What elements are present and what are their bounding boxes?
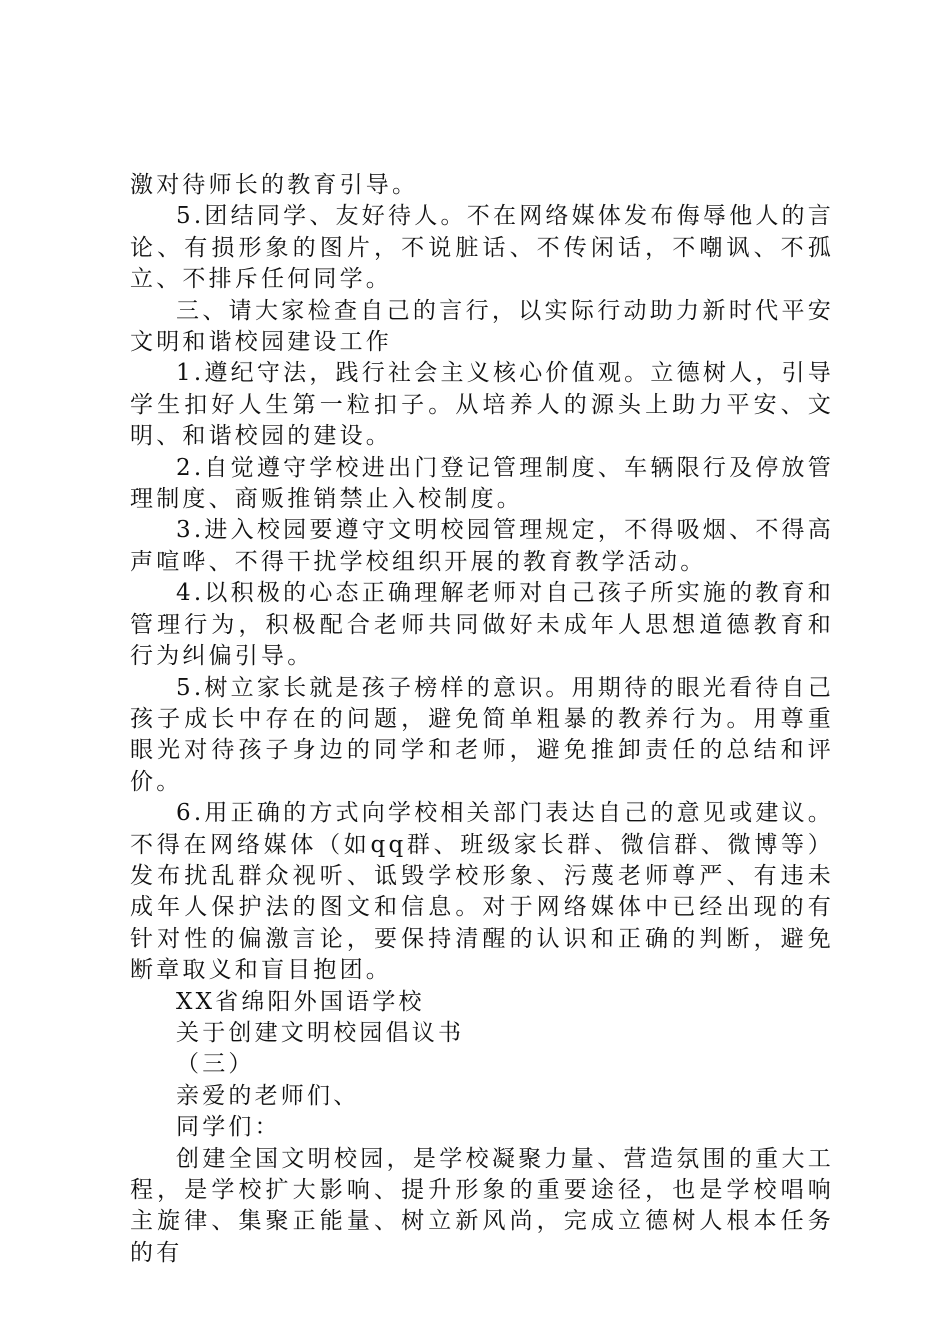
paragraph-parent-item-2: 2.自觉遵守学校进出门登记管理制度、车辆限行及停放管理制度、商贩推销禁止入校制度。 <box>130 454 834 513</box>
paragraph-intro: 创建全国文明校园，是学校凝聚力量、营造氛围的重大工程，是学校扩大影响、提升形象的重要途径，也是学校唱响主旋律、集聚正能量、树立新风尚，完成立德树人根本任务的有 <box>130 1145 834 1266</box>
proposal-title: 关于创建文明校园倡议书 <box>176 1019 465 1046</box>
paragraph-parent-item-5: 5.树立家长就是孩子榜样的意识。用期待的眼光看待自己孩子成长中存在的问题，避免简单粗暴的教养行为。用尊重眼光对待孩子身边的同学和老师，避免推卸责任的总结和评价。 <box>130 674 834 795</box>
school-name: XX省绵阳外国语学校 <box>176 988 425 1015</box>
paragraph-continuation: 激对待师长的教育引导。 <box>130 172 419 198</box>
salutation-students: 同学们： <box>176 1114 281 1141</box>
proposal-number: （三） <box>176 1051 255 1078</box>
paragraph-parent-item-3: 3.进入校园要遵守文明校园管理规定，不得吸烟、不得高声喧哗、不得干扰学校组织开展的教育教学活动。 <box>130 517 834 575</box>
paragraph-parent-item-6: 6.用正确的方式向学校相关部门表达自己的意见或建议。不得在网络媒体（如qq群、班级家长群、微信群、微博等）发布扰乱群众视听、诋毁学校形象、污蔑老师尊严、有违未成年人保护法的图文和信息。对于网络媒体中已经出现的有针对性的偏激言论，要保持清醒的认识和正确的判断，避免断章取义和盲目抱团。 <box>130 800 834 984</box>
paragraph-parent-item-1: 1.遵纪守法，践行社会主义核心价值观。立德树人，引导学生扣好人生第一粒扣子。从培养人的源头上助力平安、文明、和谐校园的建设。 <box>130 360 834 450</box>
paragraph-student-item-5: 5.团结同学、友好待人。不在网络媒体发布侮辱他人的言论、有损形象的图片，不说脏话、不传闲话，不嘲讽、不孤立、不排斥任何同学。 <box>130 203 834 293</box>
document-body <box>130 170 834 1269</box>
section-heading-3: 三、请大家检查自己的言行，以实际行动助力新时代平安文明和谐校园建设工作 <box>130 297 834 356</box>
paragraph-parent-item-4: 4.以积极的心态正确理解老师对自己孩子所实施的教育和管理行为，积极配合老师共同做好未成年人思想道德教育和行为纠偏引导。 <box>130 580 834 670</box>
salutation-teachers: 亲爱的老师们、 <box>176 1082 360 1109</box>
